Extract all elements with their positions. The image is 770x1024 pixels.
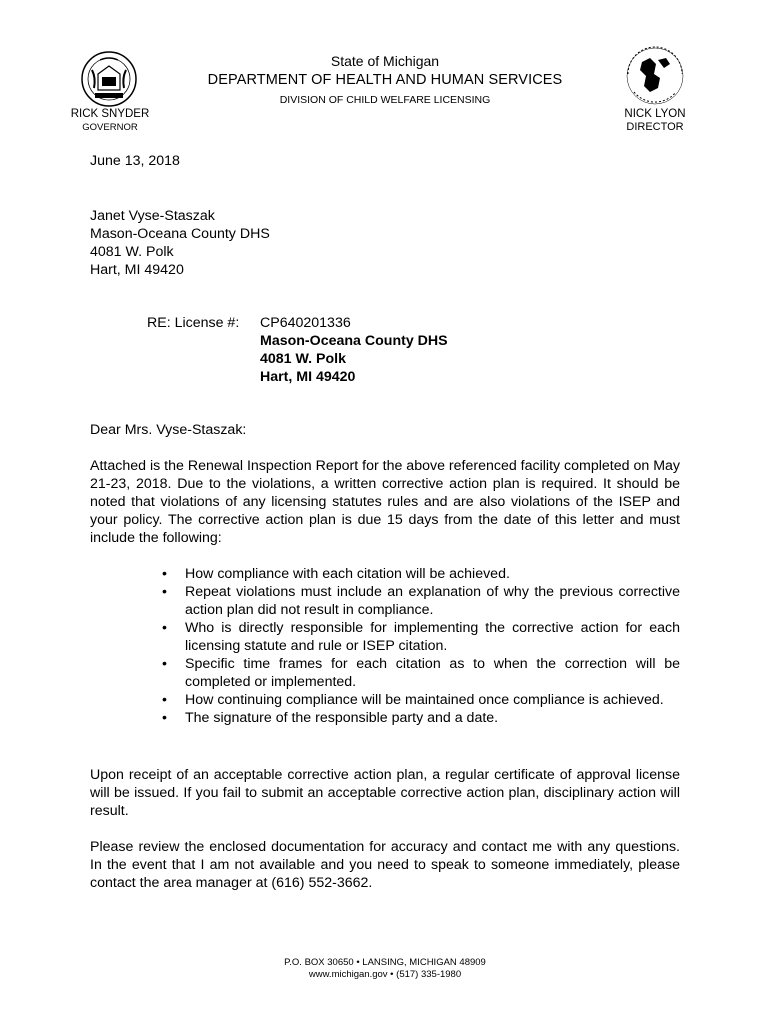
bullet-icon: • <box>162 710 167 726</box>
paragraph-consequences: Upon receipt of an acceptable corrective action plan, a regular certificate of approval license will be issued. If you fail to submit an acceptable corrective action plan, disciplinary action will result. <box>90 767 680 819</box>
re-block <box>260 314 448 386</box>
footer-contact: www.michigan.gov • (517) 335-1980 <box>308 969 462 980</box>
paragraph-intro: Attached is the Renewal Inspection Report for the above referenced facility completed on May 21-23, 2018. Due to the violations, a written corrective action plan is required. It should be noted that violations of any licensing statutes rules and are also violations of the ISEP and your policy. The corrective action plan is due 15 days from the date of this letter and must include the following: <box>90 458 680 546</box>
re-label: RE: License #: <box>147 315 240 331</box>
list-item-text: Who is directly responsible for implementing the corrective action for each licensing statute and rule or ISEP citation. <box>185 620 680 654</box>
director-title: DIRECTOR <box>626 121 684 133</box>
bullet-icon: • <box>162 620 167 636</box>
department-seal-icon <box>620 44 690 108</box>
list-item-text: How compliance with each citation will be achieved. <box>185 566 510 582</box>
list-item <box>160 655 680 691</box>
governor-name: RICK SNYDER <box>70 108 150 120</box>
letter-date: June 13, 2018 <box>90 153 180 169</box>
bullet-icon: • <box>162 656 167 672</box>
paragraph-contact: Please review the enclosed documentation for accuracy and contact me with any questions. In the event that I am not available and you need to speak to someone immediately, please contact the area manager at (616) 552-3662. <box>90 839 680 891</box>
list-item <box>160 691 680 709</box>
bullet-icon: • <box>162 692 167 708</box>
department-title: DEPARTMENT OF HEALTH AND HUMAN SERVICES <box>207 72 563 88</box>
list-item-text: Specific time frames for each citation as to when the correction will be completed or implemented. <box>185 656 680 690</box>
list-item <box>160 709 680 727</box>
re-facility-street: 4081 W. Polk <box>260 351 346 367</box>
recipient-street: 4081 W. Polk <box>90 244 174 260</box>
recipient-org: Mason-Oceana County DHS <box>90 226 270 242</box>
recipient-address <box>90 207 270 279</box>
requirements-list <box>160 565 680 727</box>
recipient-city: Hart, MI 49420 <box>90 262 184 278</box>
list-item-text: The signature of the responsible party and a date. <box>185 710 499 726</box>
license-number: CP640201336 <box>260 315 351 331</box>
re-facility-city: Hart, MI 49420 <box>260 369 356 385</box>
governor-title: GOVERNOR <box>82 122 138 133</box>
list-item-text: Repeat violations must include an explanation of why the previous corrective action plan did not result in compliance. <box>185 584 680 618</box>
list-item <box>160 565 680 583</box>
list-item-text: How continuing compliance will be maintained once compliance is achieved. <box>185 692 664 708</box>
list-item <box>160 583 680 619</box>
state-title: State of Michigan <box>330 53 440 69</box>
footer-address: P.O. BOX 30650 • LANSING, MICHIGAN 48909 <box>284 957 486 968</box>
director-name: NICK LYON <box>624 108 686 120</box>
list-item <box>160 619 680 655</box>
bullet-icon: • <box>162 566 167 582</box>
recipient-name: Janet Vyse-Staszak <box>90 208 215 224</box>
re-facility-name: Mason-Oceana County DHS <box>260 333 448 349</box>
salutation: Dear Mrs. Vyse-Staszak: <box>90 422 247 438</box>
state-seal-icon <box>80 50 138 108</box>
bullet-icon: • <box>162 584 167 600</box>
division-title: DIVISION OF CHILD WELFARE LICENSING <box>279 94 491 106</box>
